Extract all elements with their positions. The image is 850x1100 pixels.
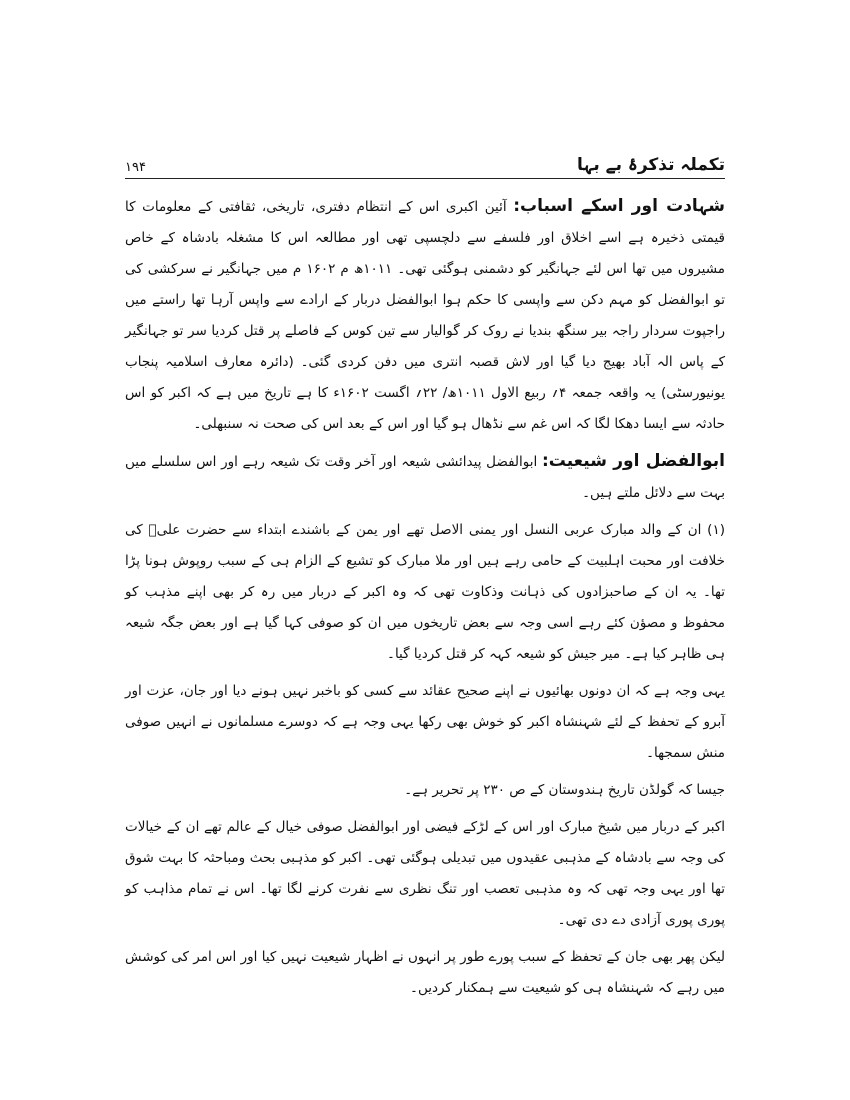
page-body [125,191,725,1004]
document-page [125,150,725,1010]
paragraph-text: ابوالفضل پیدائشی شیعہ اور آخر وقت تک شیعہ رہے اور اس سلسلے میں بہت سے دلائل ملتے ہیں۔ [125,454,725,501]
paragraph: جیسا کہ گولڈن تاریخ ہندوستان کے ص ۲۳۰ پر تحریر ہے۔ [404,782,725,798]
page-header [125,150,725,179]
running-title: تکملہ تذکرۂ بے بہا [576,155,725,175]
paragraph: لیکن پھر بھی جان کے تحفظ کے سبب پورے طور پر انہوں نے اظہار شیعیت نہیں کیا اور اس امر کی کوشش میں رہے کہ شہنشاہ ہی کو شیعیت سے ہمکنار کردیں۔ [125,949,725,996]
page-number: ۱۹۴ [125,160,146,175]
paragraph-text: آئین اکبری اس کے انتظام دفتری، تاریخی، ثقافتی کے معلومات کا قیمتی ذخیرہ ہے اسے اخلاق اور فلسفے سے دلچسپی تھی اور مطالعہ اس کا مشغلہ بادشاہ کے خاص مشیروں میں تھا اس لئے جہانگیر کو دشمنی ہوگئی تھی۔ ۱۰۱۱ھ م ۱۶۰۲ م میں جہانگیر نے سرکشی کی تو ابوالفضل کو مہم دکن سے واپسی کا حکم ہوا ابوالفضل دربار کے ارادے سے واپس آرہا تھا راستے میں راجپوت سردار راجہ بیر سنگھ بندیا نے روک کر گوالیار سے تین کوس کے فاصلے پر قتل کردیا سر تو جہانگیر کے پاس الہ آباد بھیج دیا گیا اور لاش قصبہ انتری میں دفن کردی گئی۔ (دائرہ معارف اسلامیہ پنجاب یونیورسٹی) یہ واقعہ جمعہ ۴؍ ربیع الاول ۱۰۱۱ھ/ ۲۲؍ اگست ۱۶۰۲ء کا ہے تاریخ میں ہے کہ اکبر کو اس حادثہ سے ایسا دھکا لگا کہ اس غم سے نڈھال ہو گیا اور اس کے بعد اس کی صحت نہ سنبھلی۔ [125,199,726,432]
section-paragraph [125,191,725,440]
section-heading: شہادت اور اسکے اسباب: [513,196,725,216]
paragraph: (۱) ان کے والد مبارک عربی النسل اور یمنی الاصل تھے اور یمن کے باشندے ابتداء سے حضرت علیؑ کی خلافت اور محبت اہلبیت کے حامی رہے ہیں اور ملا مبارک کو تشیع کے الزام ہی کے سبب روپوش ہونا پڑا تھا۔ یہ ان کے صاحبزادوں کی ذہانت وذکاوت تھی کہ وہ اکبر کے دربار میں رہ کر بھی اپنے مذہب کو محفوظ و مصؤن کئے رہے اسی وجہ سے بعض تاریخوں میں ان کو صوفی کہا گیا ہے اور بعض جگہ شیعہ ہی ظاہر کیا ہے۔ میر جیش کو شیعہ کہہ کر قتل کردیا گیا۔ [125,522,725,662]
paragraph: یہی وجہ ہے کہ ان دونوں بھائیوں نے اپنے صحیح عقائد سے کسی کو باخبر نہیں ہونے دیا اور جان، عزت اور آبرو کے تحفظ کے لئے شہنشاہ اکبر کو خوش بھی رکھا یہی وجہ ہے کہ دوسرے مسلمانوں نے انہیں صوفی منش سمجھا۔ [125,683,725,761]
section-paragraph [125,446,725,509]
section-heading: ابوالفضل اور شیعیت: [541,451,725,471]
paragraph: اکبر کے دربار میں شیخ مبارک اور اس کے لڑکے فیضی اور ابوالفضل صوفی خیال کے عالم تھے ان کے خیالات کی وجہ سے بادشاہ کے مذہبی عقیدوں میں تبدیلی ہوگئی تھی۔ اکبر کو مذہبی بحث ومباحثہ کا بہت شوق تھا اور یہی وجہ تھی کہ وہ مذہبی تعصب اور تنگ نظری سے نفرت کرنے لگا تھا۔ اس نے تمام مذاہب کو پوری پوری آزادی دے دی تھی۔ [125,819,725,928]
